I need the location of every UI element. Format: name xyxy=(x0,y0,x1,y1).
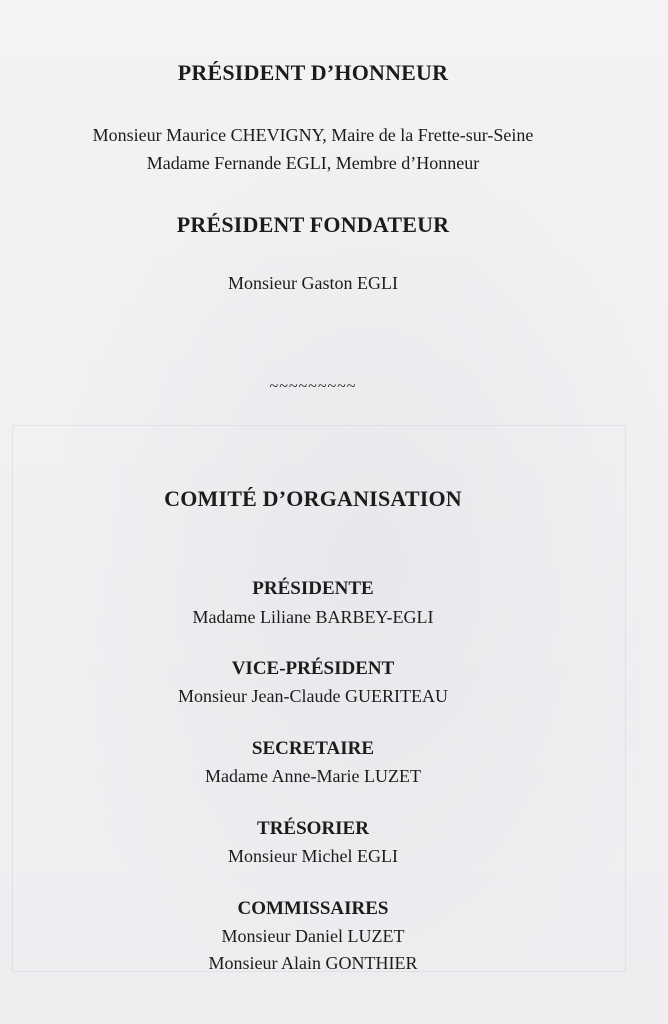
separator: ~~~~~~~~~ xyxy=(269,378,357,395)
role-tresorier-name: Monsieur Michel EGLI xyxy=(228,846,398,866)
president-honneur-line-2: Madame Fernande EGLI, Membre d’Honneur xyxy=(146,153,480,173)
role-vice-president-title: VICE-PRÉSIDENT xyxy=(231,658,395,679)
role-commissaires-name-2: Monsieur Alain GONTHIER xyxy=(208,953,418,973)
role-vice-president-name: Monsieur Jean-Claude GUERITEAU xyxy=(178,686,448,706)
role-commissaires-name-1: Monsieur Daniel LUZET xyxy=(221,926,405,946)
comite-heading: COMITÉ D’ORGANISATION xyxy=(164,486,462,511)
role-tresorier-title: TRÉSORIER xyxy=(257,818,369,839)
role-presidente-title: PRÉSIDENTE xyxy=(252,578,374,599)
role-commissaires-title: COMMISSAIRES xyxy=(237,898,389,919)
president-fondateur-line-1: Monsieur Gaston EGLI xyxy=(228,273,398,293)
role-presidente-name: Madame Liliane BARBEY-EGLI xyxy=(192,607,434,627)
role-secretaire-name: Madame Anne-Marie LUZET xyxy=(205,766,421,786)
president-fondateur-heading: PRÉSIDENT FONDATEUR xyxy=(176,212,450,237)
role-secretaire-title: SECRETAIRE xyxy=(251,738,375,759)
president-honneur-line-1: Monsieur Maurice CHEVIGNY, Maire de la Frette-sur-Seine xyxy=(92,125,534,145)
president-honneur-heading: PRÉSIDENT D’HONNEUR xyxy=(177,60,449,85)
